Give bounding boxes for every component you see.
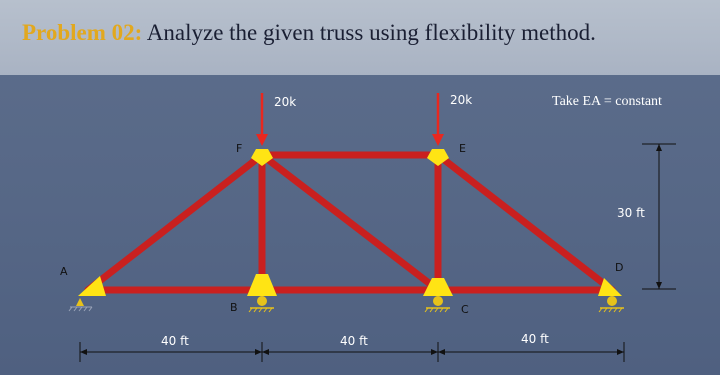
ea-note: Take EA = constant: [552, 94, 662, 109]
roller-support-D: [599, 296, 624, 312]
height-dimension: [642, 144, 676, 289]
height-label: 30 ft: [617, 206, 645, 220]
roller-support-B: [249, 296, 274, 312]
joint-label-B: B: [230, 301, 238, 314]
roller-support-C: [425, 296, 450, 312]
load-label-F: 20k: [274, 95, 297, 109]
joint-label-A: A: [60, 265, 68, 278]
pin-support-A: [69, 298, 92, 311]
supports: [69, 296, 624, 312]
load-label-E: 20k: [450, 93, 473, 107]
problem-prefix: Problem 02:: [22, 20, 143, 45]
load-arrow-F: [256, 93, 268, 146]
member-A-F: [88, 155, 262, 290]
point-loads: [256, 93, 472, 146]
joint-label-F: F: [236, 142, 243, 155]
truss-members: [88, 155, 612, 290]
joint-label-C: C: [461, 303, 469, 316]
member-E-D: [438, 155, 612, 290]
load-arrow-E: [432, 93, 444, 146]
joint-label-D: D: [615, 261, 624, 274]
problem-text: Analyze the given truss using flexibility method.: [142, 20, 596, 45]
span-label-BC: 40 ft: [340, 334, 368, 348]
span-label-CD: 40 ft: [521, 332, 549, 346]
joint-label-E: E: [459, 142, 466, 155]
gusset-B: [247, 274, 277, 296]
span-label-AB: 40 ft: [161, 334, 189, 348]
member-F-C: [262, 155, 438, 290]
